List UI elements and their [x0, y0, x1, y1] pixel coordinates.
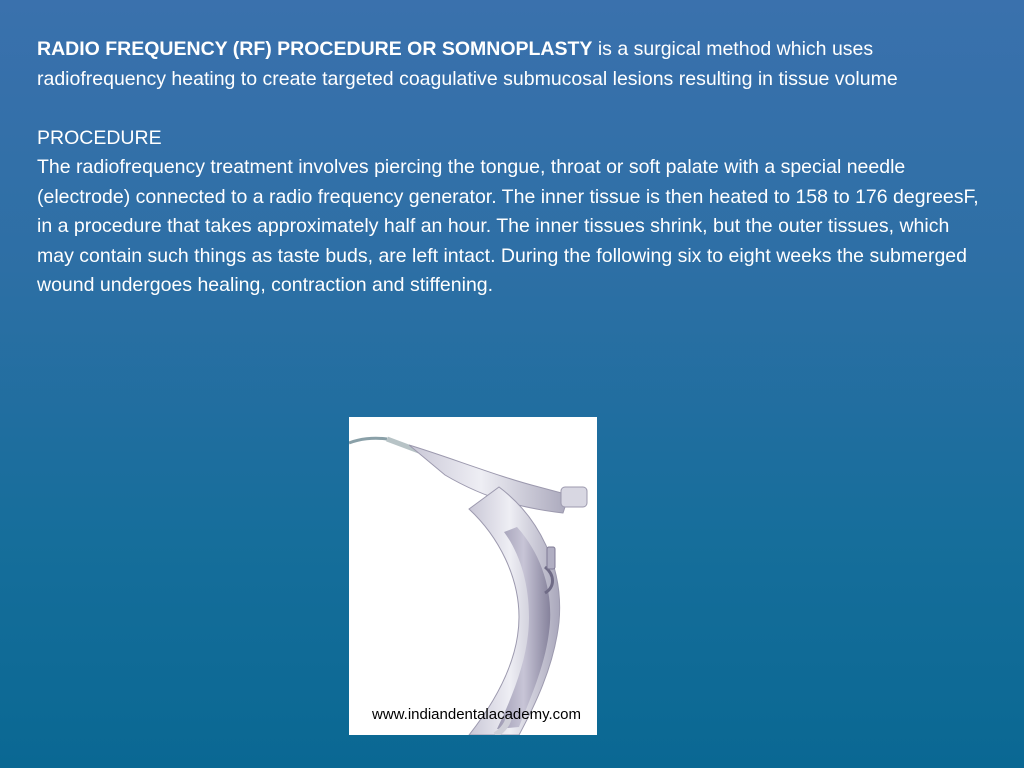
- paragraph-spacer: [37, 94, 987, 124]
- slide-text-block: [37, 35, 987, 301]
- rf-handpiece-illustration: [349, 417, 597, 735]
- intro-text: is a surgical method which uses radiofrequency heating to create targeted coagulative submucosal lesions resulting in tissue volume: [37, 38, 898, 90]
- intro-paragraph: [37, 35, 987, 94]
- rf-device-image: [349, 417, 597, 735]
- intro-title: RADIO FREQUENCY (RF) PROCEDURE OR SOMNOPLASTY: [37, 38, 593, 60]
- procedure-body: The radiofrequency treatment involves piercing the tongue, throat or soft palate with a special needle (electrode) connected to a radio frequency generator. The inner tissue is then heated to 158 to 176 degreesF, in a procedure that takes approximately half an hour. The inner tissues shrink, but the outer tissues, which may contain such things as taste buds, are left intact. During the following six to eight weeks the submerged wound undergoes healing, contraction and stiffening.: [37, 156, 979, 296]
- procedure-heading: PROCEDURE: [37, 126, 162, 149]
- footer-url: www.indiandentalacademy.com: [372, 706, 581, 723]
